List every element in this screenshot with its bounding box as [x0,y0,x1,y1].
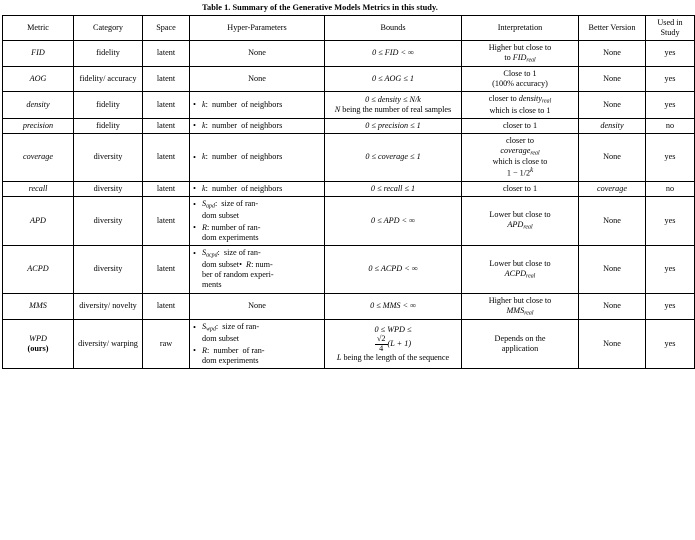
cell-space: latent [143,92,190,119]
column-header-used-in-study: Used in Study [646,15,695,40]
cell-bounds: 0 ≤ precision ≤ 1 [325,118,462,133]
list-item: • R: number of ran- dom experiments [193,223,321,244]
interp-subscript: real [530,150,540,157]
cell-category: diversity [74,133,143,181]
cell-metric: APD [3,197,74,246]
cell-interpretation [462,67,579,92]
cell-used-in-study: yes [646,293,695,320]
interp-term: MMS [506,305,525,315]
cell-used-in-study: yes [646,133,695,181]
hyper-parameter-list [193,199,321,243]
bounds-formula [328,335,458,353]
list-item: • R: number of ran- dom experiments [193,346,321,367]
interp-line-1: Lower but close to [489,258,551,268]
cell-bounds: 0 ≤ AOG ≤ 1 [325,67,462,92]
cell-hyper-parameters: None [190,293,325,320]
metrics-table [2,15,695,370]
list-item: • k: number of neighbors [193,121,321,131]
cell-interpretation: closer to 1 [462,181,579,196]
cell-metric: density [3,92,74,119]
cell-space: latent [143,246,190,293]
interp-term: FID [512,52,527,62]
cell-used-in-study: yes [646,246,695,293]
cell-category: diversity [74,181,143,196]
bounds-line-1: 0 ≤ WPD ≤ [374,324,412,334]
interp-term: ACPD [504,268,527,278]
fraction-denominator: 4 [379,343,384,353]
bounds-formula-tail: (L + 1) [387,338,412,348]
hyper-subscript: apd [206,203,215,210]
cell-interpretation [462,197,579,246]
interp-line-2 [465,220,575,232]
cell-category: fidelity [74,118,143,133]
cell-better-version: None [579,320,646,369]
hyper-parameter-list [193,100,321,110]
cell-used-in-study: yes [646,197,695,246]
hyper-subscript: wpd [206,326,216,333]
cell-hyper-parameters [190,197,325,246]
interp-line-2: to $FID_{real}$ [504,52,536,63]
list-item: • k: number of neighbors [193,184,321,194]
interp-line-1: Lower but close to [489,210,551,220]
cell-interpretation: closer to 1 [462,118,579,133]
interp-subscript: real [523,224,533,231]
cell-hyper-parameters: None [190,40,325,67]
cell-better-version: None [579,197,646,246]
interp-subscript: real [526,56,536,63]
interp-line-2: which is close to 1 [489,105,551,115]
cell-category: fidelity [74,92,143,119]
cell-metric: recall [3,181,74,196]
cell-hyper-parameters: None [190,67,325,92]
table-row [3,246,695,293]
hyper-parameter-list [193,184,321,194]
table-row [3,293,695,320]
cell-bounds: 0 ≤ APD < ∞ [325,197,462,246]
cell-category: fidelity/ accuracy [74,67,143,92]
cell-metric: coverage [3,133,74,181]
cell-metric: FID [3,40,74,67]
column-header-bounds: Bounds [325,15,462,40]
cell-better-version: None [579,40,646,67]
cell-hyper-parameters [190,320,325,369]
bounds-note: N being the number of real samples [334,104,452,114]
table-row [3,40,695,67]
cell-space: latent [143,40,190,67]
cell-hyper-parameters [190,92,325,119]
cell-metric: precision [3,118,74,133]
cell-better-version: None [579,293,646,320]
cell-hyper-parameters [190,118,325,133]
list-item: • k: number of neighbors [193,100,321,110]
cell-interpretation [462,320,579,369]
cell-bounds: 0 ≤ ACPD < ∞ [325,246,462,293]
cell-hyper-parameters [190,133,325,181]
hyper-parameter-list [193,121,321,131]
cell-space: latent [143,293,190,320]
list-item: • $S_{acpd}$: size of ran- dom subset• R: num- ber of random experi- ments [193,248,321,290]
cell-category: diversity [74,197,143,246]
column-header-space: Space [143,15,190,40]
interp-line-2 [465,269,575,281]
cell-bounds: 0 ≤ FID < ∞ [325,40,462,67]
cell-used-in-study: no [646,118,695,133]
cell-better-version: None [579,67,646,92]
cell-metric: MMS [3,293,74,320]
column-header-hyper-parameters: Hyper-Parameters [190,15,325,40]
cell-metric: AOG [3,67,74,92]
cell-bounds: 0 ≤ MMS < ∞ [325,293,462,320]
cell-bounds [325,320,462,369]
interp-term: coverage [500,145,531,155]
table-row [3,133,695,181]
cell-interpretation [462,246,579,293]
cell-space: raw [143,320,190,369]
list-item: • $S_{apd}$: size of ran- dom subset [193,199,321,221]
cell-category: diversity/ novelty [74,293,143,320]
cell-space: latent [143,67,190,92]
interp-line-2 [465,306,575,318]
column-header-interpretation: Interpretation [462,15,579,40]
cell-better-version: density [579,118,646,133]
interp-line-3: which is close to [492,157,548,167]
interp-line-1: closer to density$_{real}$ [488,94,552,105]
cell-better-version: coverage [579,181,646,196]
interp-term: APD [507,220,524,230]
interp-subscript: real [526,272,536,279]
cell-used-in-study: yes [646,67,695,92]
interp-line-4 [465,167,575,179]
interp-subscript: real [541,98,552,105]
interp-line-1: closer to [506,135,534,145]
interp-line-2: application [501,344,539,354]
cell-space: latent [143,133,190,181]
interp-subscript: real [524,309,534,316]
cell-interpretation [462,133,579,181]
cell-better-version: None [579,92,646,119]
cell-interpretation [462,293,579,320]
interp-term: density [518,94,542,103]
cell-interpretation [462,92,579,119]
interp-line-1: Depends on the [494,334,546,344]
column-header-category: Category [74,15,143,40]
table-header [3,15,695,40]
cell-bounds: 0 ≤ coverage ≤ 1 [325,133,462,181]
interp-line-1: Higher but close to [488,295,552,305]
hyper-parameter-list [193,248,321,290]
bounds-note: L being the length of the sequence [336,353,450,363]
cell-bounds: 0 ≤ recall ≤ 1 [325,181,462,196]
cell-metric: ACPD [3,246,74,293]
table-caption: Table 1. Summary of the Generative Models Metrics in this study. [202,3,438,12]
cell-bounds [325,92,462,119]
list-item: • k: number of neighbors [193,152,321,162]
cell-better-version: None [579,246,646,293]
cell-hyper-parameters [190,181,325,196]
cell-space: latent [143,181,190,196]
table-body [3,40,695,369]
cell-category: diversity [74,246,143,293]
interp-superscript: k [530,167,534,175]
fraction-numerator: √2 [376,333,386,343]
hyper-parameter-list [193,322,321,366]
cell-hyper-parameters [190,246,325,293]
interp-line-1: Close to 1 [503,69,537,78]
list-item: • $S_{wpd}$: size of ran- dom subset [193,322,321,344]
cell-metric [3,320,74,369]
metric-name: WPD [29,334,47,344]
cell-space: latent [143,197,190,246]
table-header-row [3,15,695,40]
table-row [3,181,695,196]
cell-interpretation [462,40,579,67]
cell-used-in-study: yes [646,320,695,369]
cell-category: fidelity [74,40,143,67]
cell-space: latent [143,118,190,133]
cell-used-in-study: no [646,181,695,196]
hyper-subscript: acpd [206,252,218,259]
table-row [3,92,695,119]
table-row [3,118,695,133]
table-row [3,320,695,369]
fraction [375,335,388,353]
column-header-better-version: Better Version [579,15,646,40]
cell-better-version: None [579,133,646,181]
cell-used-in-study: yes [646,92,695,119]
interp-line-2 [465,146,575,158]
cell-used-in-study: yes [646,40,695,67]
cell-category: diversity/ warping [74,320,143,369]
interp-term-2: 1 − 1/2 [506,168,531,178]
interp-line-1: Higher but close to [488,42,552,52]
hyper-parameter-list [193,152,321,162]
bounds-expression: 0 ≤ density ≤ N/k [365,94,421,104]
table-row [3,197,695,246]
metric-ours-label: (ours) [27,344,49,354]
column-header-metric: Metric [3,15,74,40]
interp-line-2: (100% accuracy) [492,79,548,88]
table-row [3,67,695,92]
